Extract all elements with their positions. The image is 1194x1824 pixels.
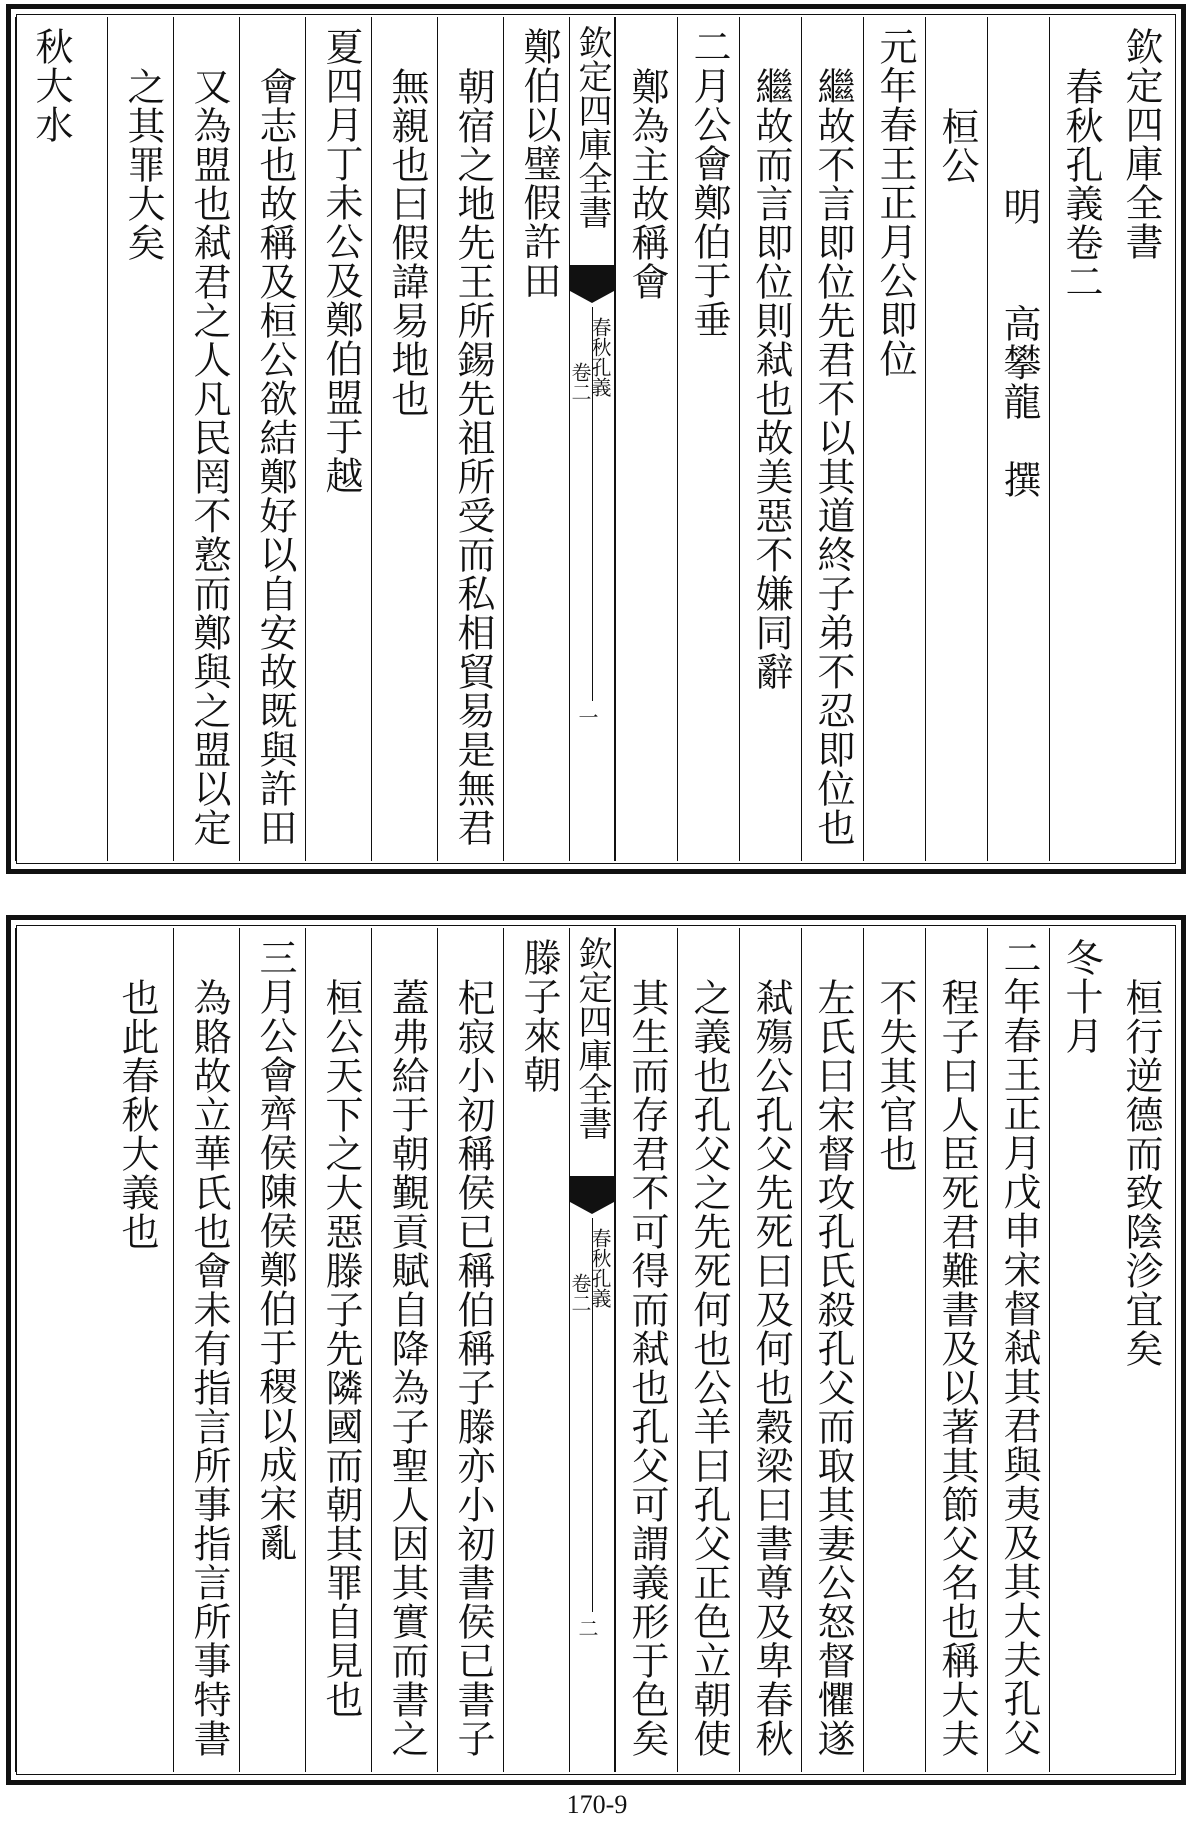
column-text: 也此春秋大義也 [115,978,159,1251]
banxin-title: 欽定四庫全書 [572,936,612,1140]
banxin-title: 欽定四庫全書 [572,25,612,229]
column [107,17,173,861]
column-text: 鄭伯以璧假許田 [517,27,561,300]
column-text: 鄭為主故稱會 [625,67,669,301]
column [739,928,801,1772]
banxin-page: 二 [575,1618,599,1638]
column [615,17,677,861]
column-text: 二年春王正月戊申宋督弒其君與夷及其大夫孔父 [997,938,1041,1757]
column-text: 為賂故立華氏也會未有指言所事指言所事特書 [187,978,231,1758]
column-text: 夏四月丁未公及鄭伯盟于越 [319,27,363,495]
banxin-chapter: 卷二 [568,1273,592,1313]
banxin-center-strip [569,17,615,861]
column-text: 二月公會鄭伯于垂 [687,27,731,339]
column-text: 秋大水 [29,27,73,144]
page-number: 170-9 [566,1790,628,1819]
column-text: 不失其官也 [873,978,917,1173]
column-text: 桓公天下之大惡滕子先隣國而朝其罪自見也 [319,978,363,1719]
column [305,928,371,1772]
column [173,928,239,1772]
column-text: 桓公 [935,107,979,185]
column [1049,928,1111,1772]
column-text: 滕子來朝 [517,938,561,1094]
column [801,17,863,861]
column-text: 左氏曰宋督攻孔氏殺孔父而取其妻公怒督懼遂 [811,978,855,1758]
banxin-center-strip [569,928,615,1772]
column [371,17,437,861]
banxin-volume: 春秋孔義 [588,317,612,397]
column-text: 冬十月 [1059,938,1103,1055]
column [739,17,801,861]
banxin-chapter: 卷二 [568,362,592,402]
column [863,928,925,1772]
column [615,928,677,1772]
page-bottom [6,915,1186,1785]
column [677,928,739,1772]
banxin-volume: 春秋孔義 [588,1228,612,1308]
page-top [6,4,1186,874]
column [863,17,925,861]
column [503,928,569,1772]
column [925,17,987,861]
column [15,17,107,861]
column [925,928,987,1772]
column [1049,17,1111,861]
column [987,928,1049,1772]
column-text: 桓行逆德而致陰沴宜矣 [1119,978,1163,1368]
column-text: 無親也曰假諱易地也 [385,67,429,418]
column [437,928,503,1772]
column-text: 欽定四庫全書 [1119,27,1163,261]
column [801,928,863,1772]
column [239,17,305,861]
column-text: 明 高攀龍 撰 [997,187,1041,499]
column-text: 其生而存君不可得而弒也孔父可謂義形于色矣 [625,978,669,1758]
column-text: 朝宿之地先王所錫先祖所受而私相貿易是無君 [451,67,495,847]
column-text: 又為盟也弒君之人凡民罔不憝而鄭與之盟以定 [187,67,231,847]
column-text: 繼故而言即位則弒也故美惡不嫌同辭 [749,67,793,691]
column-text: 之其罪大矣 [121,67,165,262]
column [305,17,371,861]
column-text: 弒殤公孔父先死曰及何也穀梁曰書尊及卑春秋 [749,978,793,1758]
column [1111,928,1171,1772]
column-text: 杞寂小初稱侯已稱伯稱子滕亦小初書侯已書子 [451,978,495,1758]
banxin-page: 一 [575,707,599,727]
column [371,928,437,1772]
fishtail-mark-icon [570,1176,614,1202]
column-text: 三月公會齊侯陳侯鄭伯于稷以成宋亂 [253,938,297,1562]
column [15,928,173,1772]
column [677,17,739,861]
column-text: 會志也故稱及桓公欲結鄭好以自安故既與許田 [253,67,297,847]
fishtail-mark-icon [570,265,614,291]
column [173,17,239,861]
column-text: 元年春王正月公即位 [873,27,917,378]
column [987,17,1049,861]
column-text: 繼故不言即位先君不以其道終子弟不忍即位也 [811,67,855,847]
column [503,17,569,861]
column [239,928,305,1772]
column-text: 春秋孔義卷二 [1059,67,1103,301]
column [1111,17,1171,861]
column-text: 程子曰人臣死君難書及以著其節父名也稱大夫 [935,978,979,1758]
column-text: 蓋弗給于朝覲貢賦自降為子聖人因其實而書之 [385,978,429,1758]
column-text: 之義也孔父之先死何也公羊曰孔父正色立朝使 [687,978,731,1758]
column [437,17,503,861]
